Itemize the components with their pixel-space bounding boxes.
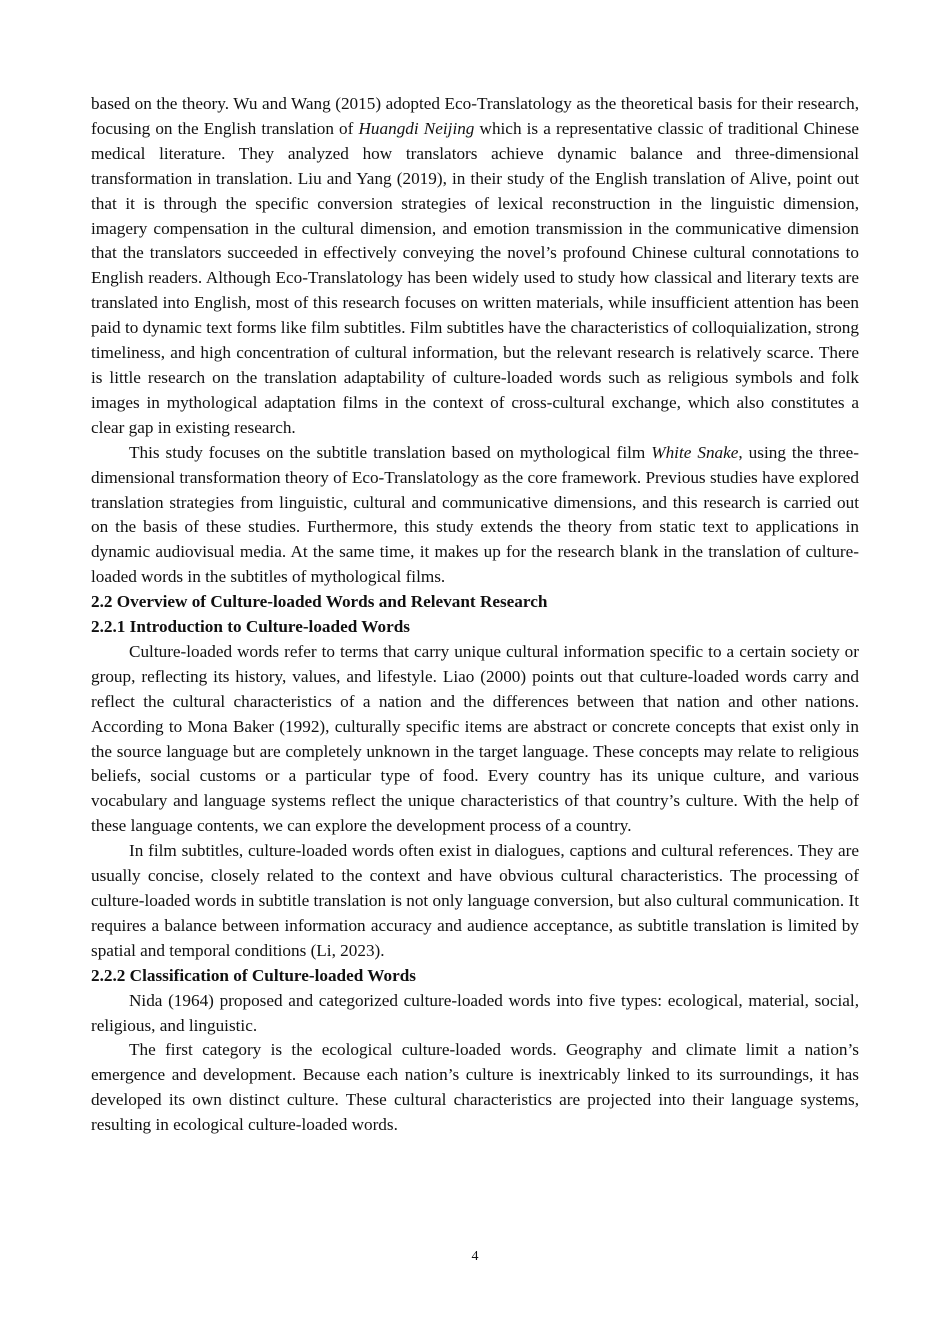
section-heading-2-2-2: 2.2.2 Classification of Culture-loaded Words bbox=[91, 965, 416, 985]
paragraph-nida-classification: Nida (1964) proposed and categorized culture-loaded words into five types: ecological, material, social, religious, and linguistic. bbox=[91, 990, 859, 1035]
paragraph-text: This study focuses on the subtitle translation based on mythological film bbox=[129, 442, 652, 462]
paragraph-study-focus bbox=[91, 441, 859, 590]
paragraph-culture-loaded-definition: Culture-loaded words refer to terms that carry unique cultural information specific to a certain society or group, reflecting its history, values, and lifestyle. Liao (2000) points out that culture-loaded words carry and reflect the cultural characteristics of a nation and the differences between that nation and other nations. According to Mona Baker (1992), culturally specific items are abstract or concrete concepts that exist only in the source language but are completely unknown in the target language. These concepts may relate to religious beliefs, social customs or a particular type of food. Every country has its unique culture, and various vocabulary and language systems reflect the unique characteristics of that country’s culture. With the help of these language contents, we can explore the development process of a country. bbox=[91, 641, 859, 836]
page-body bbox=[91, 92, 859, 1138]
film-title-white-snake: White Snake bbox=[651, 442, 739, 462]
paragraph-text: based on the theory. Wu and Wang (2015) adopted Eco-Translatology as the theoretical basis for their research, focusing on the English translation of bbox=[91, 94, 859, 138]
paragraph-ecological-category: The first category is the ecological culture-loaded words. Geography and climate limit a nation’s emergence and development. Because each nation’s culture is inextricably linked to its surroundings, it has developed its own distinct culture. These cultural characteristics are projected into their language systems, resulting in ecological culture-loaded words. bbox=[91, 1040, 859, 1135]
paragraph-film-subtitles: In film subtitles, culture-loaded words often exist in dialogues, captions and cultural references. They are usually concise, closely related to the context and have obvious cultural characteristics. The processing of culture-loaded words in subtitle translation is not only language conversion, but also cultural communication. It requires a balance between information accuracy and audience acceptance, as subtitle translation is limited by spatial and temporal conditions (Li, 2023). bbox=[91, 841, 859, 960]
paragraph-text: , using the three-dimensional transformation theory of Eco-Translatology as the core framework. Previous studies have explored translation strategies from linguistic, cultural and communicative dimensions, and this research is carried out on the basis of these studies. Furthermore, this study extends the theory from static text to applications in dynamic audiovisual media. At the same time, it makes up for the research blank in the translation of culture-loaded words in the subtitles of mythological films. bbox=[91, 442, 859, 587]
paragraph-text: which is a representative classic of traditional Chinese medical literature. They analyzed how translators achieve dynamic balance and three-dimensional transformation in translation. Liu and Yang (2019), in their study of the English translation of Alive, point out that it is through the specific conversion strategies of lexical reconstruction in the linguistic dimension, imagery compensation in the cultural dimension, and emotion transmission in the communicative dimension that the translators succeeded in effectively conveying the novel’s profound Chinese cultural connotations to English readers. Although Eco-Translatology has been widely used to study how classical and literary texts are translated into English, most of this research focuses on written materials, while insufficient attention has been paid to dynamic text forms like film subtitles. Film subtitles have the characteristics of colloquialization, strong timeliness, and high concentration of cultural information, but the relevant research is relatively scarce. There is little research on the translation adaptability of culture-loaded words such as religious symbols and folk images in mythological adaptation films in the context of cross-cultural exchange, which also constitutes a clear gap in existing research. bbox=[91, 118, 860, 437]
paragraph-eco-translatology-studies bbox=[91, 92, 859, 441]
page-number: 4 bbox=[471, 1249, 479, 1264]
book-title-huangdi-neijing: Huangdi Neijing bbox=[358, 118, 475, 138]
section-heading-2-2-1: 2.2.1 Introduction to Culture-loaded Words bbox=[91, 617, 410, 637]
section-heading-2-2: 2.2 Overview of Culture-loaded Words and Relevant Research bbox=[91, 592, 548, 612]
